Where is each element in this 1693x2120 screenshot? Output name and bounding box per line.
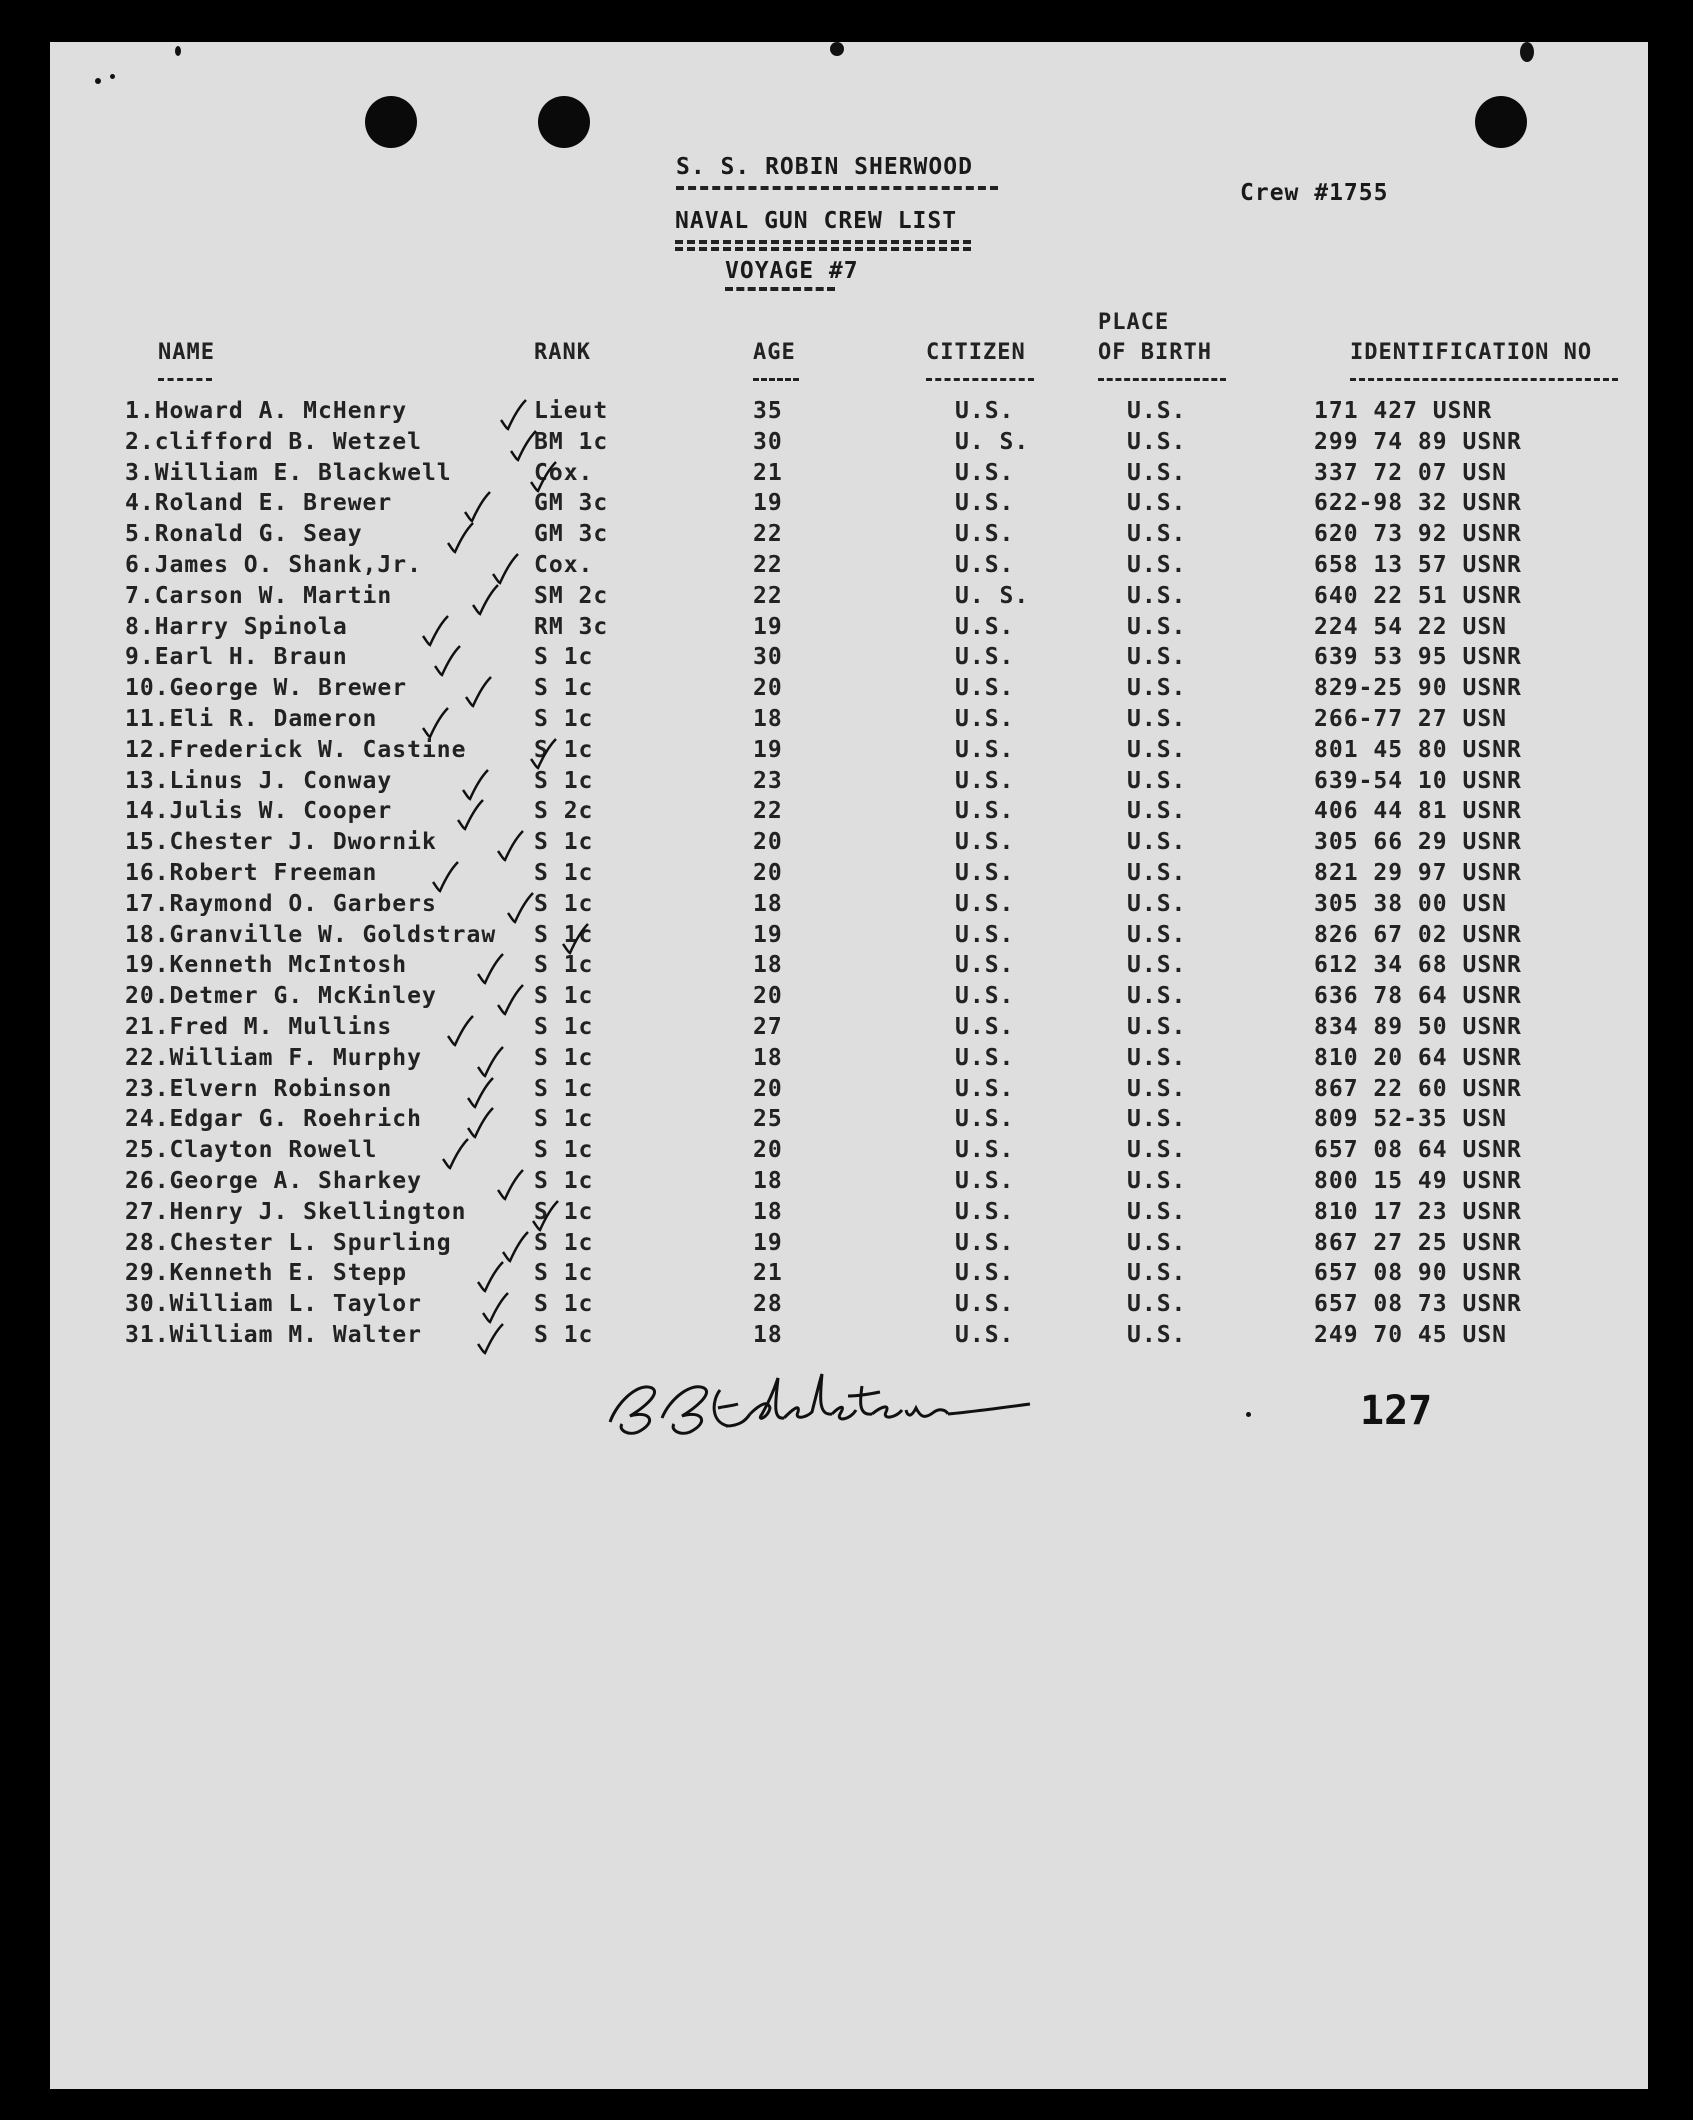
crew-identification: 821 29 97 USNR	[1314, 860, 1522, 886]
crew-name: 14.Julis W. Cooper	[125, 798, 393, 825]
crew-name: 24.Edgar G. Roehrich	[125, 1106, 422, 1133]
table-row	[50, 583, 1648, 614]
crew-rank: S 1c	[534, 675, 594, 702]
crew-name: 1.Howard A. McHenry	[125, 398, 408, 424]
crew-place-of-birth: U.S.	[1127, 767, 1187, 794]
crew-name: 3.William E. Blackwell	[125, 459, 452, 486]
crew-number: Crew #1755	[1240, 180, 1389, 206]
checkmark-icon	[462, 490, 492, 524]
crew-age: 21	[753, 1260, 783, 1287]
table-row	[50, 552, 1648, 583]
crew-age: 18	[753, 952, 783, 979]
crew-identification: 620 73 92 USNR	[1314, 521, 1522, 548]
crew-citizen: U.S.	[955, 829, 1015, 856]
crew-rank: S 1c	[534, 736, 594, 763]
checkmark-icon	[495, 1168, 525, 1202]
checkmark-icon	[463, 675, 493, 709]
crew-name: 15.Chester J. Dwornik	[125, 829, 437, 856]
crew-rank: GM 3c	[534, 521, 609, 548]
crew-age: 20	[753, 829, 783, 856]
ship-name: S. S. ROBIN SHERWOOD	[676, 154, 973, 180]
crew-name: 4.Roland E. Brewer	[125, 490, 393, 517]
crew-age: 21	[753, 459, 783, 486]
crew-identification: 657 08 90 USNR	[1314, 1260, 1522, 1287]
crew-place-of-birth: U.S.	[1127, 1229, 1187, 1256]
crew-identification: 834 89 50 USNR	[1314, 1014, 1522, 1040]
crew-age: 25	[753, 1106, 783, 1133]
crew-name: 26.George A. Sharkey	[125, 1168, 422, 1194]
crew-place-of-birth: U.S.	[1127, 890, 1187, 917]
crew-citizen: U.S.	[955, 736, 1015, 763]
crew-name: 31.William M. Walter	[125, 1322, 422, 1348]
table-row	[50, 490, 1648, 521]
crew-rank: S 1c	[534, 1198, 594, 1225]
crew-identification: 640 22 51 USNR	[1314, 582, 1522, 609]
crew-place-of-birth: U.S.	[1127, 829, 1187, 856]
signature-drawing	[600, 1360, 1040, 1450]
crew-citizen: U.S.	[955, 860, 1015, 886]
crew-age: 30	[753, 644, 783, 671]
table-row	[50, 706, 1648, 737]
crew-place-of-birth: U.S.	[1127, 1260, 1187, 1287]
table-row	[50, 1260, 1648, 1291]
crew-place-of-birth: U.S.	[1127, 983, 1187, 1010]
crew-identification: 810 20 64 USNR	[1314, 1044, 1522, 1071]
crew-name: 16.Robert Freeman	[125, 860, 378, 886]
crew-citizen: U.S.	[955, 1260, 1015, 1287]
crew-place-of-birth: U.S.	[1127, 1137, 1187, 1164]
crew-place-of-birth: U.S.	[1127, 428, 1187, 455]
crew-place-of-birth: U.S.	[1127, 1106, 1187, 1133]
checkmark-icon	[465, 1106, 495, 1140]
column-header-citizen: CITIZEN	[926, 340, 1026, 365]
crew-name: 25.Clayton Rowell	[125, 1137, 378, 1164]
crew-citizen: U.S.	[955, 398, 1015, 424]
ink-speck	[1246, 1412, 1251, 1417]
checkmark-icon	[490, 552, 520, 586]
crew-citizen: U.S.	[955, 1106, 1015, 1133]
crew-age: 20	[753, 1075, 783, 1102]
crew-name: 20.Detmer G. McKinley	[125, 983, 437, 1010]
crew-identification: 305 66 29 USNR	[1314, 829, 1522, 856]
crew-name: 6.James O. Shank,Jr.	[125, 552, 422, 578]
crew-rank: RM 3c	[534, 613, 609, 640]
checkmark-icon	[475, 1260, 505, 1294]
table-row	[50, 1291, 1648, 1322]
table-row	[50, 922, 1648, 953]
crew-identification: 305 38 00 USN	[1314, 890, 1508, 917]
crew-citizen: U. S.	[955, 428, 1030, 455]
table-row	[50, 1322, 1648, 1353]
crew-age: 19	[753, 613, 783, 640]
ship-name-underline	[676, 186, 998, 190]
checkmark-icon	[465, 1076, 495, 1110]
crew-identification: 826 67 02 USNR	[1314, 921, 1522, 948]
checkmark-icon	[495, 983, 525, 1017]
crew-citizen: U.S.	[955, 1291, 1015, 1318]
crew-place-of-birth: U.S.	[1127, 1322, 1187, 1348]
crew-citizen: U.S.	[955, 1322, 1015, 1348]
crew-citizen: U.S.	[955, 983, 1015, 1010]
crew-age: 22	[753, 521, 783, 548]
crew-name: 30.William L. Taylor	[125, 1291, 422, 1318]
crew-place-of-birth: U.S.	[1127, 644, 1187, 671]
checkmark-icon	[470, 583, 500, 617]
table-row	[50, 1106, 1648, 1137]
crew-place-of-birth: U.S.	[1127, 1168, 1187, 1194]
checkmark-icon	[475, 1045, 505, 1079]
crew-rank: S 1c	[534, 1260, 594, 1287]
crew-place-of-birth: U.S.	[1127, 798, 1187, 825]
checkmark-icon	[432, 644, 462, 678]
crew-name: 11.Eli R. Dameron	[125, 706, 378, 732]
checkmark-icon	[455, 798, 485, 832]
crew-name: 2.clifford B. Wetzel	[125, 428, 422, 455]
crew-citizen: U.S.	[955, 521, 1015, 548]
ink-speck	[1520, 42, 1534, 62]
crew-place-of-birth: U.S.	[1127, 1198, 1187, 1225]
crew-age: 22	[753, 582, 783, 609]
crew-name: 19.Kenneth McIntosh	[125, 952, 408, 979]
crew-age: 18	[753, 1044, 783, 1071]
signature	[600, 1360, 1040, 1454]
crew-place-of-birth: U.S.	[1127, 1014, 1187, 1040]
table-row	[50, 952, 1648, 983]
crew-age: 27	[753, 1014, 783, 1040]
crew-age: 30	[753, 428, 783, 455]
crew-rank: S 1c	[534, 890, 594, 917]
column-header-rank: RANK	[534, 340, 591, 365]
crew-place-of-birth: U.S.	[1127, 459, 1187, 486]
crew-identification: 800 15 49 USNR	[1314, 1168, 1522, 1194]
crew-place-of-birth: U.S.	[1127, 613, 1187, 640]
table-row	[50, 1076, 1648, 1107]
crew-age: 20	[753, 860, 783, 886]
punch-hole-center	[538, 96, 590, 148]
checkmark-icon	[495, 829, 525, 863]
crew-rank: S 1c	[534, 860, 594, 886]
crew-place-of-birth: U.S.	[1127, 860, 1187, 886]
table-row	[50, 675, 1648, 706]
crew-rank: Cox.	[534, 459, 594, 486]
crew-age: 18	[753, 1168, 783, 1194]
table-row	[50, 460, 1648, 491]
crew-age: 28	[753, 1291, 783, 1318]
crew-citizen: U.S.	[955, 1198, 1015, 1225]
checkmark-icon	[560, 922, 590, 956]
crew-name: 29.Kenneth E. Stepp	[125, 1260, 408, 1287]
crew-identification: 809 52-35 USN	[1314, 1106, 1508, 1133]
voyage-underline	[725, 287, 835, 291]
crew-identification: 299 74 89 USNR	[1314, 428, 1522, 455]
crew-identification: 639 53 95 USNR	[1314, 644, 1522, 671]
crew-identification: 171 427 USNR	[1314, 398, 1493, 424]
crew-age: 18	[753, 1322, 783, 1348]
crew-rank: BM 1c	[534, 428, 609, 455]
table-row	[50, 644, 1648, 675]
crew-identification: 249 70 45 USN	[1314, 1322, 1508, 1348]
crew-age: 18	[753, 706, 783, 732]
crew-age: 35	[753, 398, 783, 424]
crew-name: 22.William F. Murphy	[125, 1044, 422, 1071]
table-row	[50, 737, 1648, 768]
crew-place-of-birth: U.S.	[1127, 490, 1187, 517]
crew-age: 19	[753, 1229, 783, 1256]
list-title-underline	[675, 240, 971, 244]
checkmark-icon	[420, 614, 450, 648]
crew-identification: 639-54 10 USNR	[1314, 767, 1522, 794]
table-row	[50, 798, 1648, 829]
checkmark-icon	[500, 1230, 530, 1264]
table-row	[50, 768, 1648, 799]
crew-citizen: U.S.	[955, 644, 1015, 671]
crew-rank: S 1c	[534, 1168, 594, 1194]
table-row	[50, 398, 1648, 429]
crew-name: 21.Fred M. Mullins	[125, 1014, 393, 1040]
crew-citizen: U.S.	[955, 890, 1015, 917]
table-row	[50, 429, 1648, 460]
crew-identification: 622-98 32 USNR	[1314, 490, 1522, 517]
crew-age: 23	[753, 767, 783, 794]
table-row	[50, 1168, 1648, 1199]
crew-rank: S 1c	[534, 644, 594, 671]
crew-place-of-birth: U.S.	[1127, 1044, 1187, 1071]
table-row	[50, 1230, 1648, 1261]
crew-name: 7.Carson W. Martin	[125, 582, 393, 609]
crew-age: 22	[753, 798, 783, 825]
crew-name: 23.Elvern Robinson	[125, 1075, 393, 1102]
crew-name: 9.Earl H. Braun	[125, 644, 348, 671]
table-row	[50, 614, 1648, 645]
crew-rank: Lieut	[534, 398, 609, 424]
ink-speck	[110, 74, 115, 79]
crew-age: 18	[753, 1198, 783, 1225]
crew-citizen: U.S.	[955, 952, 1015, 979]
crew-citizen: U. S.	[955, 582, 1030, 609]
crew-rank: S 1c	[534, 1137, 594, 1164]
crew-rank: S 1c	[534, 1229, 594, 1256]
crew-rank: S 1c	[534, 1075, 594, 1102]
column-header-place-line2: OF BIRTH	[1098, 340, 1212, 365]
table-row	[50, 860, 1648, 891]
crew-rank: GM 3c	[534, 490, 609, 517]
punch-hole-right	[1475, 96, 1527, 148]
crew-place-of-birth: U.S.	[1127, 675, 1187, 702]
crew-rank: S 1c	[534, 921, 594, 948]
crew-citizen: U.S.	[955, 798, 1015, 825]
crew-age: 19	[753, 736, 783, 763]
checkmark-icon	[528, 460, 558, 494]
page-number: 127	[1360, 1388, 1433, 1434]
column-header-place-underline	[1098, 378, 1226, 381]
crew-name: 28.Chester L. Spurling	[125, 1229, 452, 1256]
crew-identification: 657 08 73 USNR	[1314, 1291, 1522, 1318]
crew-rank: SM 2c	[534, 582, 609, 609]
table-row	[50, 983, 1648, 1014]
crew-name: 12.Frederick W. Castine	[125, 736, 467, 763]
ink-speck	[95, 78, 101, 84]
crew-place-of-birth: U.S.	[1127, 582, 1187, 609]
crew-rank: S 1c	[534, 1106, 594, 1133]
crew-place-of-birth: U.S.	[1127, 1075, 1187, 1102]
crew-name: 10.George W. Brewer	[125, 675, 408, 702]
crew-citizen: U.S.	[955, 675, 1015, 702]
checkmark-icon	[445, 521, 475, 555]
crew-identification: 829-25 90 USNR	[1314, 675, 1522, 702]
document-page	[50, 42, 1648, 2089]
crew-citizen: U.S.	[955, 613, 1015, 640]
crew-identification: 612 34 68 USNR	[1314, 952, 1522, 979]
crew-age: 22	[753, 552, 783, 578]
crew-rank: S 1c	[534, 706, 594, 732]
column-header-citizen-underline	[926, 378, 1034, 381]
crew-age: 19	[753, 921, 783, 948]
list-title-underline-2	[675, 247, 971, 251]
ink-speck	[175, 46, 181, 56]
crew-name: 5.Ronald G. Seay	[125, 521, 363, 548]
checkmark-icon	[460, 768, 490, 802]
checkmark-icon	[508, 429, 538, 463]
list-title: NAVAL GUN CREW LIST	[675, 208, 958, 234]
crew-name: 18.Granville W. Goldstraw	[125, 921, 497, 948]
column-header-place-line1: PLACE	[1098, 310, 1170, 335]
table-row	[50, 1137, 1648, 1168]
checkmark-icon	[498, 398, 528, 432]
column-header-age-underline	[753, 378, 799, 381]
crew-place-of-birth: U.S.	[1127, 552, 1187, 578]
checkmark-icon	[505, 891, 535, 925]
crew-rank: S 1c	[534, 1322, 594, 1348]
crew-identification: 636 78 64 USNR	[1314, 983, 1522, 1010]
checkmark-icon	[475, 952, 505, 986]
crew-identification: 867 22 60 USNR	[1314, 1075, 1522, 1102]
crew-place-of-birth: U.S.	[1127, 706, 1187, 732]
crew-name: 17.Raymond O. Garbers	[125, 890, 437, 917]
checkmark-icon	[430, 860, 460, 894]
crew-place-of-birth: U.S.	[1127, 921, 1187, 948]
checkmark-icon	[440, 1137, 470, 1171]
crew-citizen: U.S.	[955, 767, 1015, 794]
crew-rank: Cox.	[534, 552, 594, 578]
crew-place-of-birth: U.S.	[1127, 952, 1187, 979]
crew-rank: S 1c	[534, 1291, 594, 1318]
crew-citizen: U.S.	[955, 1168, 1015, 1194]
crew-identification: 337 72 07 USN	[1314, 459, 1508, 486]
crew-rank: S 1c	[534, 1014, 594, 1040]
crew-citizen: U.S.	[955, 459, 1015, 486]
checkmark-icon	[445, 1014, 475, 1048]
crew-identification: 867 27 25 USNR	[1314, 1229, 1522, 1256]
crew-rank: S 1c	[534, 829, 594, 856]
crew-identification: 657 08 64 USNR	[1314, 1137, 1522, 1164]
crew-identification: 266-77 27 USN	[1314, 706, 1508, 732]
table-row	[50, 829, 1648, 860]
crew-identification: 810 17 23 USNR	[1314, 1198, 1522, 1225]
column-header-identification-underline	[1350, 378, 1618, 381]
crew-citizen: U.S.	[955, 1014, 1015, 1040]
crew-age: 20	[753, 983, 783, 1010]
crew-age: 20	[753, 675, 783, 702]
crew-place-of-birth: U.S.	[1127, 736, 1187, 763]
crew-citizen: U.S.	[955, 1075, 1015, 1102]
crew-place-of-birth: U.S.	[1127, 1291, 1187, 1318]
punch-hole-left	[365, 96, 417, 148]
crew-rank: S 1c	[534, 1044, 594, 1071]
crew-name: 27.Henry J. Skellington	[125, 1198, 467, 1225]
table-row	[50, 1045, 1648, 1076]
crew-identification: 406 44 81 USNR	[1314, 798, 1522, 825]
column-header-identification: IDENTIFICATION NO	[1350, 340, 1593, 365]
crew-age: 19	[753, 490, 783, 517]
table-row	[50, 891, 1648, 922]
crew-age: 18	[753, 890, 783, 917]
ink-speck	[830, 42, 844, 56]
table-row	[50, 1014, 1648, 1045]
crew-identification: 658 13 57 USNR	[1314, 552, 1522, 578]
crew-citizen: U.S.	[955, 552, 1015, 578]
crew-age: 20	[753, 1137, 783, 1164]
crew-identification: 224 54 22 USN	[1314, 613, 1508, 640]
crew-citizen: U.S.	[955, 706, 1015, 732]
checkmark-icon	[420, 706, 450, 740]
crew-rank: S 2c	[534, 798, 594, 825]
table-row	[50, 521, 1648, 552]
checkmark-icon	[530, 1199, 560, 1233]
crew-citizen: U.S.	[955, 1044, 1015, 1071]
table-row	[50, 1199, 1648, 1230]
column-header-name: NAME	[158, 340, 215, 365]
crew-citizen: U.S.	[955, 1137, 1015, 1164]
crew-name: 13.Linus J. Conway	[125, 767, 393, 794]
crew-citizen: U.S.	[955, 1229, 1015, 1256]
crew-citizen: U.S.	[955, 921, 1015, 948]
crew-place-of-birth: U.S.	[1127, 521, 1187, 548]
voyage-number: VOYAGE #7	[725, 258, 859, 284]
crew-identification: 801 45 80 USNR	[1314, 736, 1522, 763]
column-header-name-underline	[158, 378, 212, 381]
crew-citizen: U.S.	[955, 490, 1015, 517]
crew-rank: S 1c	[534, 767, 594, 794]
checkmark-icon	[475, 1322, 505, 1356]
column-header-age: AGE	[753, 340, 796, 365]
crew-rank: S 1c	[534, 983, 594, 1010]
crew-name: 8.Harry Spinola	[125, 613, 348, 640]
crew-rank: S 1c	[534, 952, 594, 979]
crew-place-of-birth: U.S.	[1127, 398, 1187, 424]
checkmark-icon	[528, 737, 558, 771]
checkmark-icon	[480, 1291, 510, 1325]
